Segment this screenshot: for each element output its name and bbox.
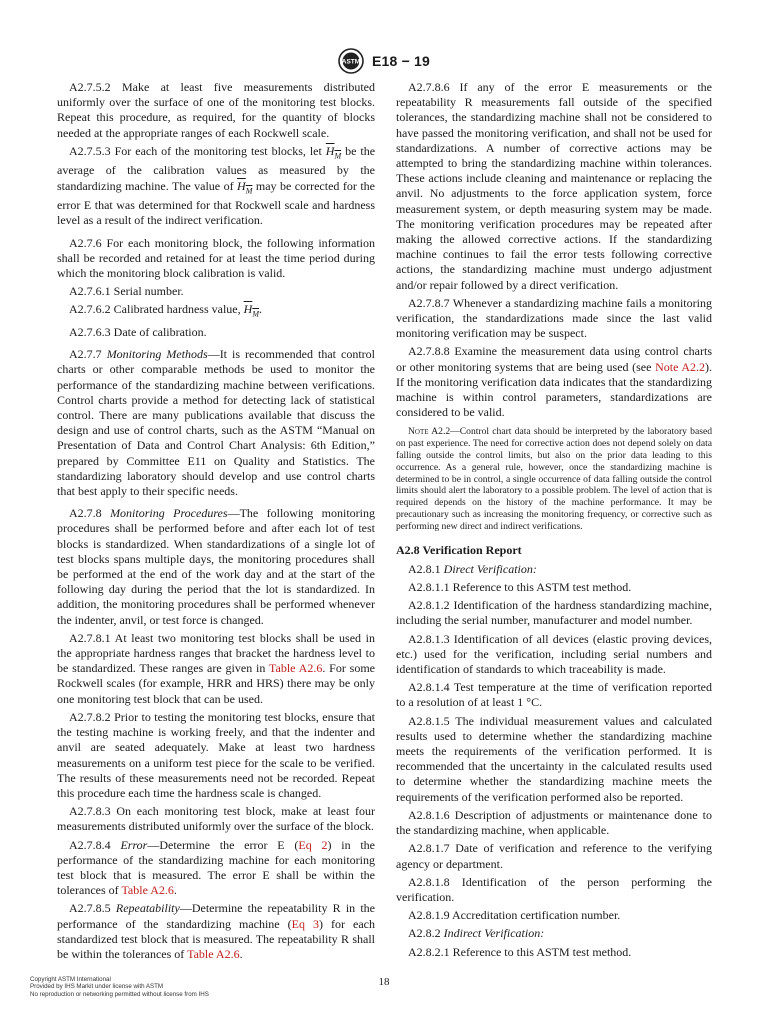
page-header — [0, 46, 768, 76]
para-a2-7-8-3: A2.7.8.3 On each monitoring test block, make at least four measurements distributed uniformly over the surface of the block. — [57, 804, 376, 834]
para-a2-8-1-4: A2.8.1.4 Test temperature at the time of verification reported to a resolution of at least 1 °C. — [396, 680, 712, 710]
right-column — [396, 80, 712, 963]
para-a2-7-6: A2.7.6 For each monitoring block, the following information shall be recorded and retained for at least the time period during which the monitoring block calibration is valid. — [57, 235, 376, 281]
para-a2-8-1-3: A2.8.1.3 Identification of all devices (elastic proving devices, etc.) used for the verification, including serial numbers and identification of standards to which traceability is made. — [396, 631, 712, 677]
designation: E18 − 19 — [371, 53, 431, 69]
hm-symbol: $H_M$ — [237, 178, 253, 195]
para-a2-7-6-1: A2.7.6.1 Serial number. — [69, 284, 184, 299]
para-a2-7-6-2: A2.7.6.2 Calibrated hardness value, $H_M$. — [69, 302, 262, 319]
para-a2-7-6-3: A2.7.6.3 Date of calibration. — [69, 325, 207, 340]
eq-2-link[interactable]: Eq 2 — [298, 837, 328, 852]
note-a2-2-link[interactable]: Note A2.2 — [655, 359, 705, 374]
hm-symbol: $H_M$ — [243, 302, 259, 319]
eq-3-link[interactable]: Eq 3 — [291, 916, 319, 931]
section-heading: A2.8 Verification Report — [396, 542, 522, 557]
copyright-footer: Copyright ASTM International Provided by IHS Markit under license with ASTM No reproduction or networking permitted without license from IHS — [30, 976, 209, 998]
para-a2-8-1-8: A2.8.1.8 Identification of the person performing the verification. — [396, 874, 713, 904]
para-a2-8-2: A2.8.2 Indirect Verification: — [408, 926, 545, 941]
para-a2-7-8-7: A2.7.8.7 Whenever a standardizing machine fails a monitoring verification, the standardizations made since the last valid monitoring verification may be suspect. — [396, 295, 712, 341]
para-a2-7-5-3: A2.7.5.3 For each of the monitoring test blocks, let $H_M$ be the average of the calibration values as measured by the standardizing machine. The value of $H_M$ may be corrected for the error E that was determined for that Rockwell scale and hardness level as a result of the indirect verification. — [57, 143, 376, 228]
para-a2-7-7: A2.7.7 Monitoring Methods—It is recommended that control charts or other comparable methods be used to monitor the performance of the standardizing machine between verifications. Control charts provide a method for detecting lack of statistical control. There are many publications available that discuss the design and use of control charts, such as the ASTM “Manual on Presentation of Data and Control Chart Analysis: 6th Edition,” prepared by Committee E11 on Quality and Statistics. The standardizing laboratory should develop and use control charts that best apply to their specific needs. — [57, 347, 375, 499]
para-a2-8-1-7: A2.8.1.7 Date of verification and reference to the verifying agency or department. — [396, 841, 712, 871]
para-a2-8-1-2: A2.8.1.2 Identification of the hardness standardizing machine, including the serial number, manufacturer and model number. — [396, 598, 713, 628]
para-a2-7-8-4: A2.7.8.4 Error—Determine the error E (Eq 2) in the performance of the standardizing machine for each monitoring test block that is measured. The error E shall be within the tolerances of Table A2.6. — [57, 837, 375, 898]
para-a2-8-1: A2.8.1 Direct Verification: — [408, 561, 537, 576]
astm-logo-icon — [338, 48, 364, 74]
table-a2-6-link[interactable]: Table A2.6 — [121, 883, 174, 898]
left-column — [57, 80, 375, 965]
table-a2-6-link[interactable]: Table A2.6 — [187, 946, 240, 961]
para-a2-7-8-5: A2.7.8.5 Repeatability—Determine the repeatability R in the performance of the standardizing machine (Eq 3) for each standardized test block that is measured. The repeatability R shall be within the tolerances of Table A2.6. — [57, 901, 376, 961]
table-a2-6-link[interactable]: Table A2.6 — [269, 661, 323, 676]
page-number: 18 — [378, 976, 390, 988]
para-a2-8-2-1: A2.8.2.1 Reference to this ASTM test method. — [408, 944, 632, 959]
para-a2-7-8-6: A2.7.8.6 If any of the error E measurements or the repeatability R measurements fall outside of the specified tolerances, the standardizing machine shall not be considered to have passed the monitoring verification, and shall not be used for standardizations. A number of corrective actions may be attempted to bring the standardizing machine within tolerances. These actions include cleaning and maintenance or replacing the anvil. No adjustments to the force application system, force measurement system, or depth measuring system may be made. The monitoring verification procedures may be repeated after making the allowed corrective actions. If the standardizing machine continues to fail the error tests following corrective actions, the standardizing machine must undergo adjustment and/or repair followed by a direct verification. — [396, 80, 713, 292]
para-a2-8-1-1: A2.8.1.1 Reference to this ASTM test method. — [408, 580, 632, 595]
para-a2-8-1-6: A2.8.1.6 Description of adjustments or maintenance done to the standardizing machine, when applicable. — [396, 807, 712, 838]
para-a2-7-5-2: A2.7.5.2 Make at least five measurements distributed uniformly over the surface of one of the monitoring test blocks. Repeat this procedure, as required, for the quantity of blocks needed at the appropriate ranges of each Rockwell scale. — [57, 80, 376, 140]
para-a2-7-8-2: A2.7.8.2 Prior to testing the monitoring test blocks, ensure that the testing machine is working freely, and that the indenter and anvil are seated adequately. Make at least two hardness measurements on a uniform test piece for the scale to be verified. The results of these measurements need not be recorded. Repeat this procedure each time the hardness scale is changed. — [57, 709, 376, 800]
para-a2-7-8-8: A2.7.8.8 Examine the measurement data using control charts or other monitoring systems that are being used (see Note A2.2). If the monitoring verification data indicates that the standardizing machine is within control parameters, standardizations are considered to be valid. — [396, 344, 713, 420]
svg-text:ASTM: ASTM — [341, 58, 361, 66]
para-a2-7-8: A2.7.8 Monitoring Procedures—The following monitoring procedures shall be performed before and after each lot of test blocks is standardized. When standardizations of a single lot of test blocks spans multiple days, the monitoring procedures shall be performed at the end of the work day and at the start of the following day during the period that the lot is standardized. In addition, the monitoring procedures shall be performed whenever the indenter, anvil, or test force is changed. — [57, 506, 375, 627]
para-a2-8-1-5: A2.8.1.5 The individual measurement values and calculated results used to determine whether the standardizing machine meets the requirements of the verification performed. It is recommended that the uncertainty in the calculated results used to determine whether the standardizing machine meets the requirements of the verification performed also be reported. — [396, 713, 712, 804]
para-a2-8-1-9: A2.8.1.9 Accreditation certification number. — [408, 908, 621, 923]
note-a2-2: Note A2.2—Control chart data should be interpreted by the laboratory based on past experience. The need for corrective action does not depend solely on data falling outside the control limits, but also on the prior data leading to this occurrence. As a general rule, however, once the standardizing machine is determined to be in control, a single occurrence of data falling outside the control limits should alert the laboratory to a possible problem. The level of action that is required depends on the history of the machine performance. It may be precautionary such as increasing the monitoring frequency, or corrective such as performing new direct and indirect verifications. — [396, 426, 713, 532]
hm-symbol: $H_M$ — [325, 143, 342, 161]
para-a2-7-8-1: A2.7.8.1 At least two monitoring test blocks shall be used in the appropriate hardness ranges that bracket the hardness level to be standardized. These ranges are given in Table A2.6. For some Rockwell scales (for example, HRR and HRS) there may be only one monitoring test block that can be used. — [57, 630, 376, 706]
